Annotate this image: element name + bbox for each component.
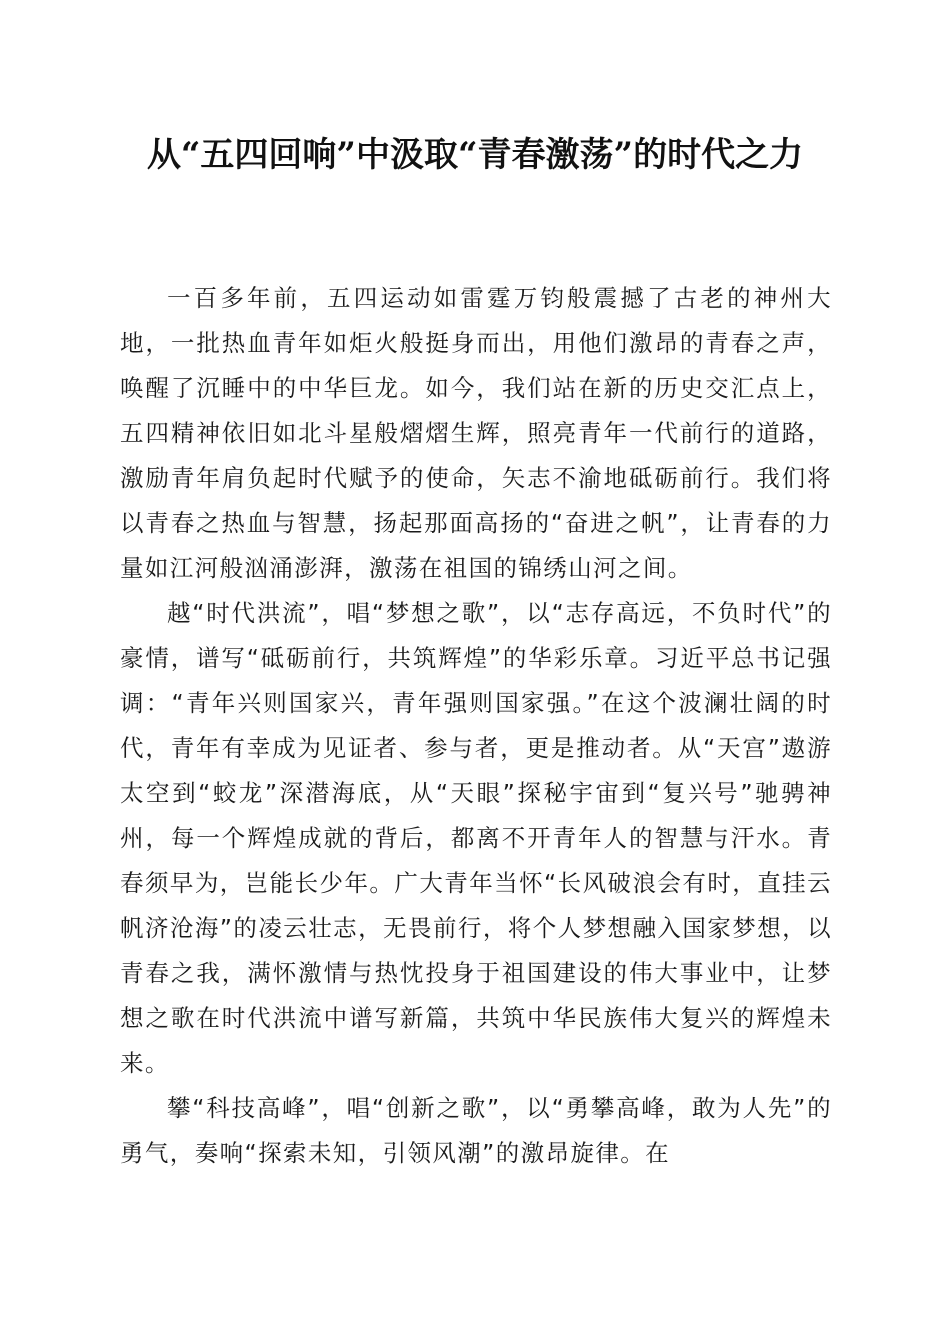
- paragraph: 一百多年前，五四运动如雷霆万钧般震撼了古老的神州大地，一批热血青年如炬火般挺身而出，用他们激昂的青春之声，唤醒了沉睡中的中华巨龙。如今，我们站在新的历史交汇点上，五四精神依旧如北斗星般熠熠生辉，照亮青年一代前行的道路，激励青年肩负起时代赋予的使命，矢志不渝地砥砺前行。我们将以青春之热血与智慧，扬起那面高扬的“奋进之帆”，让青春的力量如江河般汹涌澎湃，激荡在祖国的锦绣山河之间。: [120, 284, 832, 582]
- document-body: [120, 276, 832, 1176]
- paragraph: 攀“科技高峰”，唱“创新之歌”，以“勇攀高峰，敢为人先”的勇气，奏响“探索未知，引领风潮”的激昂旋律。在: [120, 1094, 832, 1167]
- document-title: 从“五四回响”中汲取“青春激荡”的时代之力: [146, 135, 804, 175]
- paragraph: 越“时代洪流”，唱“梦想之歌”，以“志存高远，不负时代”的豪情，谱写“砥砺前行，共筑辉煌”的华彩乐章。习近平总书记强调：“青年兴则国家兴，青年强则国家强。”在这个波澜壮阔的时代，青年有幸成为见证者、参与者，更是推动者。从“天宫”遨游太空到“蛟龙”深潜海底，从“天眼”探秘宇宙到“复兴号”驰骋神州，每一个辉煌成就的背后，都离不开青年人的智慧与汗水。青春须早为，岂能长少年。广大青年当怀“长风破浪会有时，直挂云帆济沧海”的凌云壮志，无畏前行，将个人梦想融入国家梦想，以青春之我，满怀激情与热忱投身于祖国建设的伟大事业中，让梦想之歌在时代洪流中谱写新篇，共筑中华民族伟大复兴的辉煌未来。: [120, 599, 832, 1077]
